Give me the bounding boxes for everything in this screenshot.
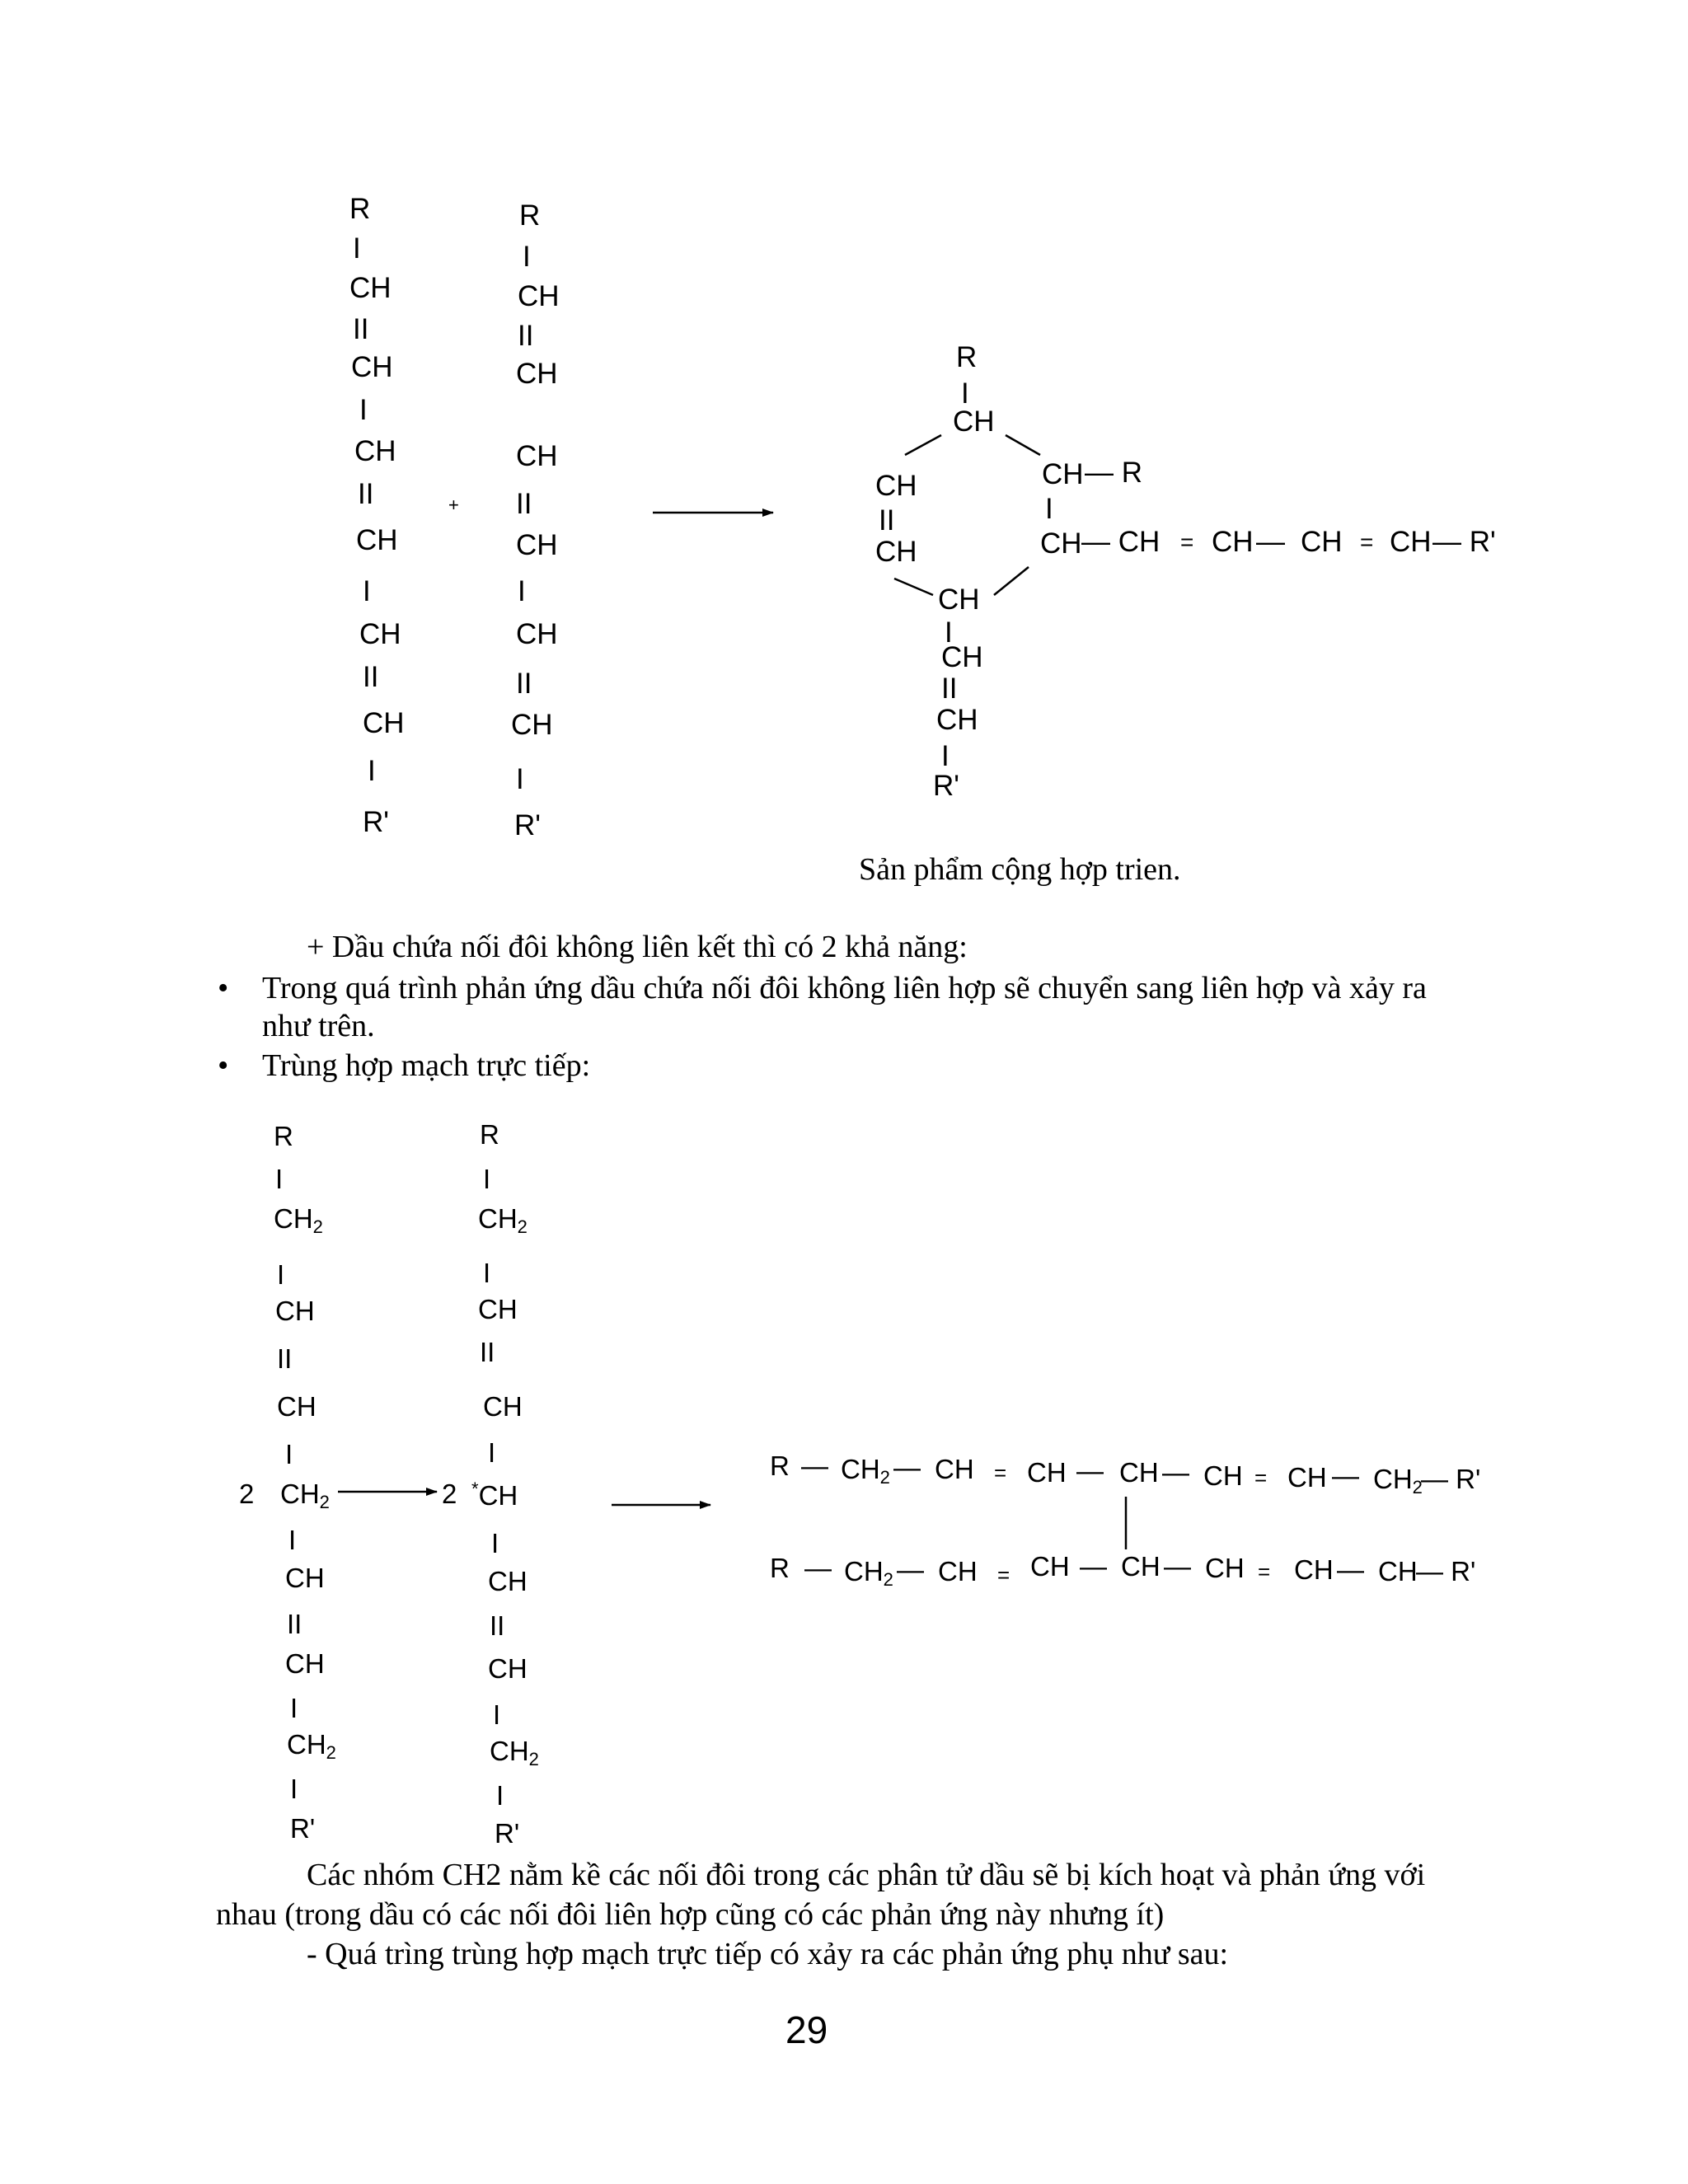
- single-bond: I: [941, 740, 950, 772]
- group-ch: CH: [875, 536, 917, 568]
- group-ch: CH: [518, 280, 560, 312]
- group-ch: CH: [285, 1563, 325, 1593]
- group-ch: CH: [1121, 1551, 1160, 1582]
- group-ch: CH: [351, 351, 393, 383]
- group-ch: CH: [875, 470, 917, 502]
- group-r-prime: R': [290, 1813, 316, 1844]
- group-r: R: [956, 341, 978, 373]
- bullet-2-text: Trùng hợp mạch trực tiếp:: [262, 1048, 591, 1083]
- single-bond: I: [961, 377, 969, 410]
- single-bond: I: [368, 755, 376, 787]
- single-bond: I: [488, 1437, 496, 1468]
- group-ch2: $CH_2$: [490, 1736, 539, 1769]
- ring-bond-bottom-right: [994, 567, 1029, 595]
- group-ch: CH: [935, 1454, 974, 1484]
- group-ch: CH: [516, 440, 558, 472]
- single-bond: I: [496, 1780, 504, 1811]
- bond-to-r-prime: — R': [1432, 526, 1496, 558]
- double-bond: II: [879, 504, 895, 537]
- group-r: R: [274, 1121, 293, 1151]
- group-ch2: $CH_2$: [287, 1729, 336, 1763]
- group-ch2: $CH_2$: [1373, 1464, 1423, 1497]
- double-bond-sign: =: [994, 1460, 1007, 1485]
- single-bond: I: [363, 575, 371, 607]
- double-bond: II: [518, 320, 534, 352]
- group-r: R: [519, 199, 541, 232]
- single-bond-dash: —: [897, 1554, 924, 1585]
- group-r-prime: R': [363, 806, 389, 838]
- group-ch: CH: [1203, 1460, 1243, 1491]
- coefficient-2: 2: [442, 1479, 457, 1509]
- single-bond-dash: —: [801, 1451, 828, 1481]
- group-ch: CH: [349, 272, 392, 304]
- group-ch: CH: [1040, 527, 1082, 560]
- single-bond: I: [523, 241, 531, 273]
- double-bond-sign: =: [1258, 1559, 1271, 1584]
- group-r-prime: R': [495, 1818, 520, 1849]
- single-bond: I: [1045, 493, 1053, 525]
- single-bond-dash: —: [893, 1452, 921, 1483]
- single-bond-dash: —: [1332, 1460, 1359, 1491]
- single-bond: I: [483, 1258, 491, 1288]
- group-ch: CH: [1294, 1554, 1334, 1585]
- ring-bond-bottom-left: [894, 579, 933, 595]
- group-ch: CH: [363, 707, 405, 739]
- single-bond: I: [290, 1693, 298, 1723]
- group-ch: CH: [1287, 1462, 1327, 1493]
- group-ch: CH: [356, 524, 398, 556]
- group-ch: CH: [1205, 1553, 1245, 1583]
- double-bond: II: [490, 1610, 505, 1641]
- plus-sign: +: [448, 494, 459, 515]
- group-r-prime: R': [514, 809, 541, 841]
- group-r: R: [770, 1451, 790, 1481]
- single-bond: I: [359, 394, 368, 426]
- double-bond: II: [941, 673, 958, 705]
- group-ch: CH: [953, 405, 995, 438]
- group-ch2: $CH_2$: [844, 1556, 893, 1590]
- double-bond-sign: =: [1254, 1465, 1268, 1490]
- group-ch: CH: [277, 1391, 316, 1422]
- double-bond-sign: =: [1360, 529, 1374, 555]
- group-ch2: $CH_2$: [280, 1479, 330, 1512]
- double-bond-sign: =: [997, 1563, 1010, 1587]
- group-ch: CH: [936, 704, 978, 736]
- bond-to-r-prime: — R': [1416, 1556, 1476, 1586]
- group-ch: CH: [516, 358, 558, 390]
- single-bond: I: [277, 1259, 285, 1290]
- group-r: R: [770, 1553, 790, 1583]
- group-ch: CH: [516, 618, 558, 650]
- group-ch2: $CH_2$: [841, 1454, 890, 1488]
- single-bond: I: [945, 616, 953, 649]
- single-bond: I: [493, 1699, 501, 1730]
- double-bond: II: [516, 488, 532, 520]
- group-ch: CH: [1030, 1551, 1070, 1582]
- single-bond: I: [288, 1525, 297, 1555]
- group-ch: CH: [1212, 526, 1254, 558]
- single-bond: I: [285, 1439, 293, 1469]
- group-ch: CH: [516, 529, 558, 561]
- group-ch2: $CH_2$: [478, 1203, 528, 1237]
- group-ch: CH: [285, 1648, 325, 1679]
- single-bond-dash: —: [1164, 1551, 1191, 1582]
- list-item-plus: + Dầu chứa nối đôi không liên kết thì có 2 khả năng:: [307, 930, 968, 964]
- page-number: 29: [785, 2008, 828, 2051]
- bond-to-ch: — CH: [1081, 526, 1160, 558]
- group-ch: CH: [1301, 526, 1343, 558]
- double-bond-sign: =: [1180, 529, 1194, 555]
- bond-to-r: — R: [1085, 457, 1142, 489]
- group-ch: CH: [488, 1653, 528, 1684]
- single-bond-dash: —: [1080, 1551, 1107, 1582]
- paragraph-2: - Quá trìng trùng hợp mạch trực tiếp có xảy ra các phản ứng phụ như sau:: [307, 1937, 1229, 1971]
- group-ch: CH: [1119, 1457, 1159, 1488]
- group-ch: CH: [941, 641, 983, 673]
- double-bond: II: [480, 1337, 495, 1367]
- bullet-2: •: [218, 1048, 229, 1083]
- ring-bond-top-right: [1006, 435, 1040, 455]
- paragraph-1: Các nhóm CH2 nằm kề các nối đôi trong các phân tử dầu sẽ bị kích hoạt và phản ứng với: [307, 1858, 1426, 1892]
- double-bond: II: [287, 1609, 302, 1639]
- single-bond-dash: —: [1337, 1554, 1364, 1585]
- group-ch: CH: [478, 1294, 518, 1324]
- group-ch: CH: [938, 583, 980, 616]
- single-bond: I: [483, 1164, 491, 1194]
- group-r-prime: R': [933, 770, 959, 802]
- group-ch: CH: [483, 1391, 523, 1422]
- bullet-1-text-cont: như trên.: [262, 1009, 375, 1043]
- double-bond: II: [516, 668, 532, 700]
- single-bond: I: [491, 1528, 499, 1558]
- group-ch: CH: [511, 709, 553, 741]
- double-bond: II: [353, 313, 369, 345]
- double-bond: II: [358, 478, 374, 510]
- group-r: R: [480, 1119, 499, 1150]
- single-bond-dash: —: [804, 1553, 832, 1583]
- single-bond-dash: —: [1162, 1457, 1189, 1488]
- single-bond: I: [518, 575, 526, 607]
- group-ch: CH: [359, 618, 401, 650]
- group-ch: CH: [354, 435, 396, 467]
- coefficient-2: 2: [239, 1479, 255, 1509]
- single-bond: I: [290, 1774, 298, 1804]
- group-ch2: $CH_2$: [274, 1203, 323, 1237]
- single-bond: I: [275, 1164, 284, 1194]
- group-ch: CH: [1378, 1556, 1418, 1586]
- single-bond: I: [353, 232, 361, 265]
- bullet-1-text: Trong quá trình phản ứng dầu chứa nối đôi không liên hợp sẽ chuyển sang liên hợp và xảy ra: [262, 971, 1427, 1005]
- group-ch: CH: [488, 1566, 528, 1596]
- double-bond: II: [363, 661, 379, 693]
- single-bond: I: [516, 763, 524, 795]
- group-ch: CH: [275, 1296, 315, 1326]
- bond-to-r-prime: — R': [1421, 1464, 1481, 1494]
- group-r: R: [349, 193, 371, 225]
- group-ch: CH: [938, 1556, 978, 1586]
- group-ch: CH: [1390, 526, 1432, 558]
- single-bond-dash: —: [1256, 526, 1285, 558]
- group-ch: CH: [1042, 458, 1084, 490]
- paragraph-1-cont: nhau (trong dầu có các nối đôi liên hợp cũng có các phản ứng này nhưng ít): [216, 1897, 1165, 1932]
- bullet-1: •: [218, 971, 229, 1005]
- single-bond-dash: —: [1076, 1455, 1104, 1486]
- group-ch: CH: [1027, 1457, 1067, 1488]
- figure-caption: Sản phẩm cộng hợp trien.: [859, 852, 1181, 887]
- double-bond: II: [277, 1343, 293, 1374]
- ring-bond-top-left: [905, 435, 941, 455]
- radical-ch: *CH: [471, 1479, 518, 1511]
